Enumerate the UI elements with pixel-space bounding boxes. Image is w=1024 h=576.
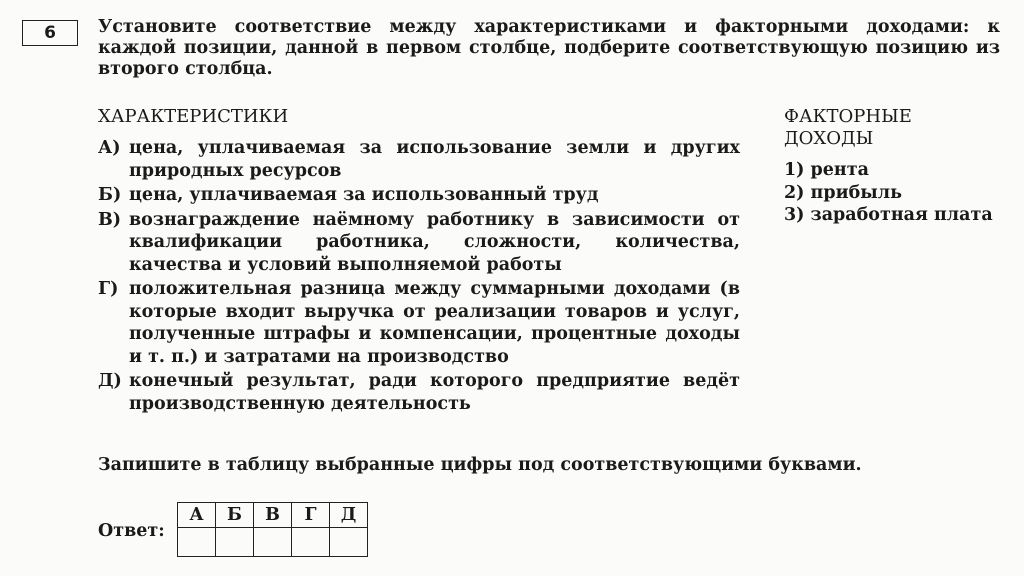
- answer-cell-d[interactable]: [330, 528, 368, 557]
- option-2: 2) прибыль: [784, 182, 903, 203]
- answer-label: Ответ:: [98, 521, 165, 541]
- characteristic-item-g: [98, 278, 740, 368]
- characteristics-column: [98, 106, 740, 417]
- item-text: конечный результат, ради которого предприятие ведёт производственную деятельность: [129, 371, 740, 414]
- option-3: 3) заработная плата: [784, 205, 993, 225]
- instruction-text: Запишите в таблицу выбранные цифры под соответствующими буквами.: [98, 455, 862, 475]
- item-letter: В): [98, 209, 122, 230]
- answer-cell-b[interactable]: [216, 528, 254, 557]
- factor-income-heading: ФАКТОРНЫЕ ДОХОДЫ: [784, 106, 912, 149]
- answer-col-b: Б: [216, 503, 254, 528]
- answer-header-row: [178, 503, 368, 528]
- item-letter: Д): [98, 371, 122, 391]
- item-text: положительная разница между суммарными доходами (в которые входит выручка от реализации товаров и услуг, полученные штрафы и компенсации, процентные доходы и т. п.) и затратами на производство: [129, 279, 740, 367]
- factor-income-column: [784, 106, 1004, 227]
- answer-cell-a[interactable]: [178, 528, 216, 557]
- item-text: цена, уплачиваемая за использованный труд: [129, 185, 599, 205]
- question-number-box: [22, 20, 78, 46]
- item-letter: А): [98, 138, 121, 158]
- answer-col-d: Д: [330, 503, 368, 528]
- item-text: вознаграждение наёмному работнику в зависимости от квалификации работника, сложности, количества, качества и условий выполняемой работы: [129, 209, 740, 275]
- option-1: 1) рента: [784, 160, 869, 180]
- answer-col-g: Г: [292, 503, 330, 528]
- characteristic-item-d: [98, 370, 740, 415]
- characteristic-item-b: [98, 184, 740, 207]
- item-letter: Г): [98, 279, 119, 299]
- item-letter: Б): [98, 185, 122, 205]
- answer-cell-v[interactable]: [254, 528, 292, 557]
- answer-table: [177, 502, 368, 557]
- answer-col-a: А: [178, 503, 216, 528]
- answer-input-row: [178, 528, 368, 557]
- item-text: цена, уплачиваемая за использование земли и других природных ресурсов: [129, 138, 740, 181]
- characteristics-heading: ХАРАКТЕРИСТИКИ: [98, 106, 289, 127]
- question-number: 6: [44, 23, 56, 43]
- characteristic-item-v: [98, 209, 740, 277]
- characteristic-item-a: [98, 137, 740, 182]
- answer-cell-g[interactable]: [292, 528, 330, 557]
- task-text: Установите соответствие между характеристиками и факторными доходами: к каждой позиции, данной в первом столбце, подберите соответствующую позицию из второго столбца.: [98, 17, 1000, 79]
- answer-col-v: В: [254, 503, 292, 528]
